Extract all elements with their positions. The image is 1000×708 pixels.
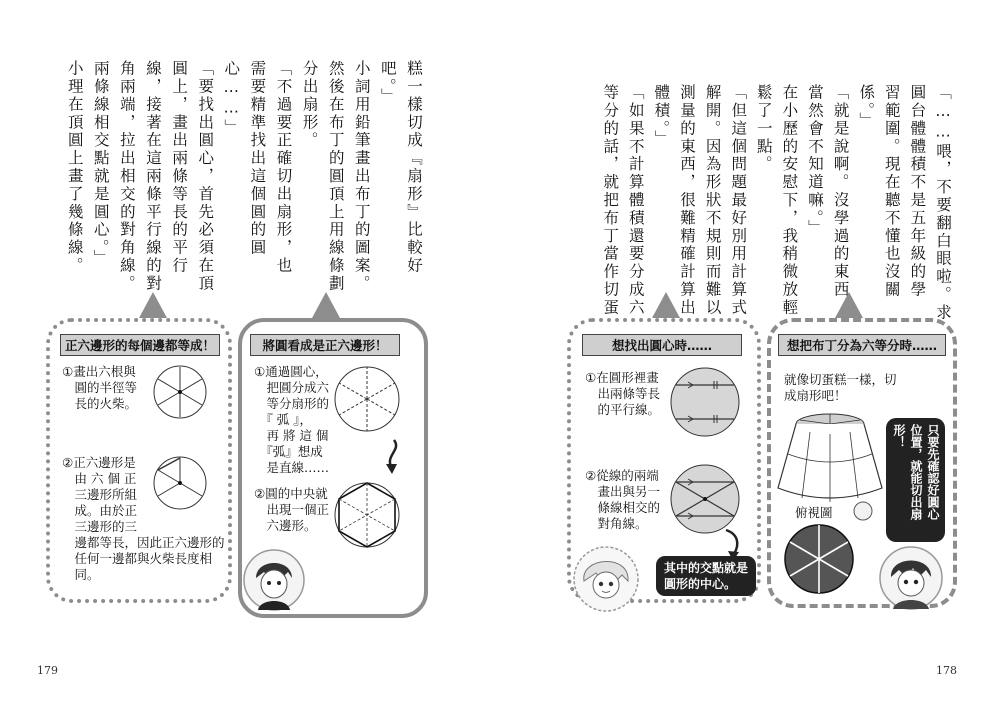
hexagon-sides-step1: ①畫出六根與 圓的半徑等 長的火柴。	[62, 364, 138, 411]
page-number: 179	[37, 664, 58, 677]
boy-character-avatar	[242, 548, 306, 612]
text-column: 圓台體體積不是五年級的學	[908, 84, 927, 299]
text-column: 小理在頂圓上畫了幾條線。	[65, 60, 84, 275]
text-column: 「要找出圓心，首先必須在頂	[196, 60, 215, 293]
text-column: 需要精準找出這個圓的圓	[248, 60, 267, 257]
find-center-step1: ①在圓形裡畫 出兩條等長 的平行線。	[585, 370, 661, 417]
hexagon-sides-title: 正六邊形的每個邊都等成！	[60, 334, 220, 356]
diagonals-diagram	[668, 462, 742, 536]
circle-as-hexagon-step2: ②圓的中央就 出現一個正 六邊形。	[254, 486, 330, 533]
pudding-3d-diagram	[770, 410, 890, 506]
sphere-icon	[852, 500, 874, 522]
text-column: 習範圍。現在聽不懂也沒關	[882, 84, 901, 299]
text-column: 吧。」	[378, 60, 397, 106]
box-pointer	[312, 292, 340, 318]
find-center-bubble: 其中的交點就是 圓形的中心。	[656, 556, 756, 596]
text-column: 「就是說啊。沒學過的東西，	[831, 84, 850, 317]
text-column: 「但這個問題最好別用計算式	[729, 84, 748, 317]
text-column: 線，接著在這兩條平行線的對	[144, 60, 162, 293]
text-column: 角兩端，拉出相交的對角線。	[117, 60, 136, 293]
box-pointer	[835, 292, 863, 318]
page-number: 178	[936, 664, 957, 677]
text-column: 在小歷的安慰下，我稍微放輕	[780, 84, 799, 317]
text-column: 等分的話，就把布丁當作切蛋	[601, 84, 620, 317]
text-column: 分出扇形。	[300, 60, 319, 150]
circle-as-hexagon-step1: ①通過圓心， 把圓分成六 等分扇形的 『 弧 』， 再 將 這 個 『弧』想成 是直線……	[254, 364, 330, 475]
text-column: 體積。」	[652, 84, 671, 148]
find-center-title: 想找出圓心時……	[582, 334, 742, 356]
divide-pudding-intro: 就像切蛋糕一樣，切 成扇形吧！	[784, 372, 897, 403]
box-pointer	[652, 292, 680, 318]
text-column: 係。」	[857, 84, 876, 130]
text-column: 解開。因為形狀不規則而難以	[703, 84, 722, 317]
pudding-top-view-diagram	[782, 522, 856, 596]
box-pointer	[139, 292, 167, 318]
text-column: 小詞用鉛筆畫出布丁的圖案。	[352, 60, 371, 293]
text-column: 鬆了一點。	[754, 84, 773, 174]
text-column: 圓上，畫出兩條等長的平行	[170, 60, 189, 275]
text-column: 兩條線相交點就是圓心。」	[91, 60, 110, 268]
text-column: 然後在布丁的圓頂上用線條劃	[326, 60, 345, 293]
text-column: 當然會不知道嘛。」	[806, 84, 824, 238]
text-column: 「……喂，不要翻白眼啦。求	[934, 84, 952, 322]
circle-as-hexagon-title: 將圓看成是正六邊形！	[250, 334, 400, 356]
radius-matches-diagram	[150, 362, 210, 422]
parallel-chords-diagram	[668, 365, 742, 439]
equilateral-triangles-diagram	[150, 453, 210, 513]
text-column: 測量的東西，很難精確計算出	[678, 84, 696, 317]
text-column: 「如果不計算體積還要分成六	[626, 84, 645, 317]
text-column: 「不過要正確切出扇形，也	[274, 60, 293, 275]
divide-pudding-title: 想把布丁分為六等分時……	[778, 334, 946, 356]
curved-arrow-icon	[380, 438, 404, 478]
boy-character-avatar	[878, 545, 944, 611]
divide-pudding-bubble: 只要先確認好圓心 位置，就能切出扇 形！	[886, 418, 945, 542]
six-sectors-diagram	[332, 364, 402, 434]
find-center-step2: ②從線的兩端 畫出與另一 條線相交的 對角線。	[585, 468, 661, 531]
hexagon-sides-step2: ②正六邊形是 由 六 個 正 三邊形所組 成。由於正 三邊形的三 邊都等長，因此正六邊形的 任何一邊都與火柴長度相 同。	[62, 455, 225, 582]
top-view-label: 俯視圖	[795, 505, 833, 520]
girl-character-avatar	[572, 545, 640, 613]
text-column: 糕一樣切成『扇形』比較好	[405, 60, 423, 275]
inscribed-hexagon-diagram	[332, 480, 402, 550]
text-column: 心……」	[222, 60, 241, 137]
